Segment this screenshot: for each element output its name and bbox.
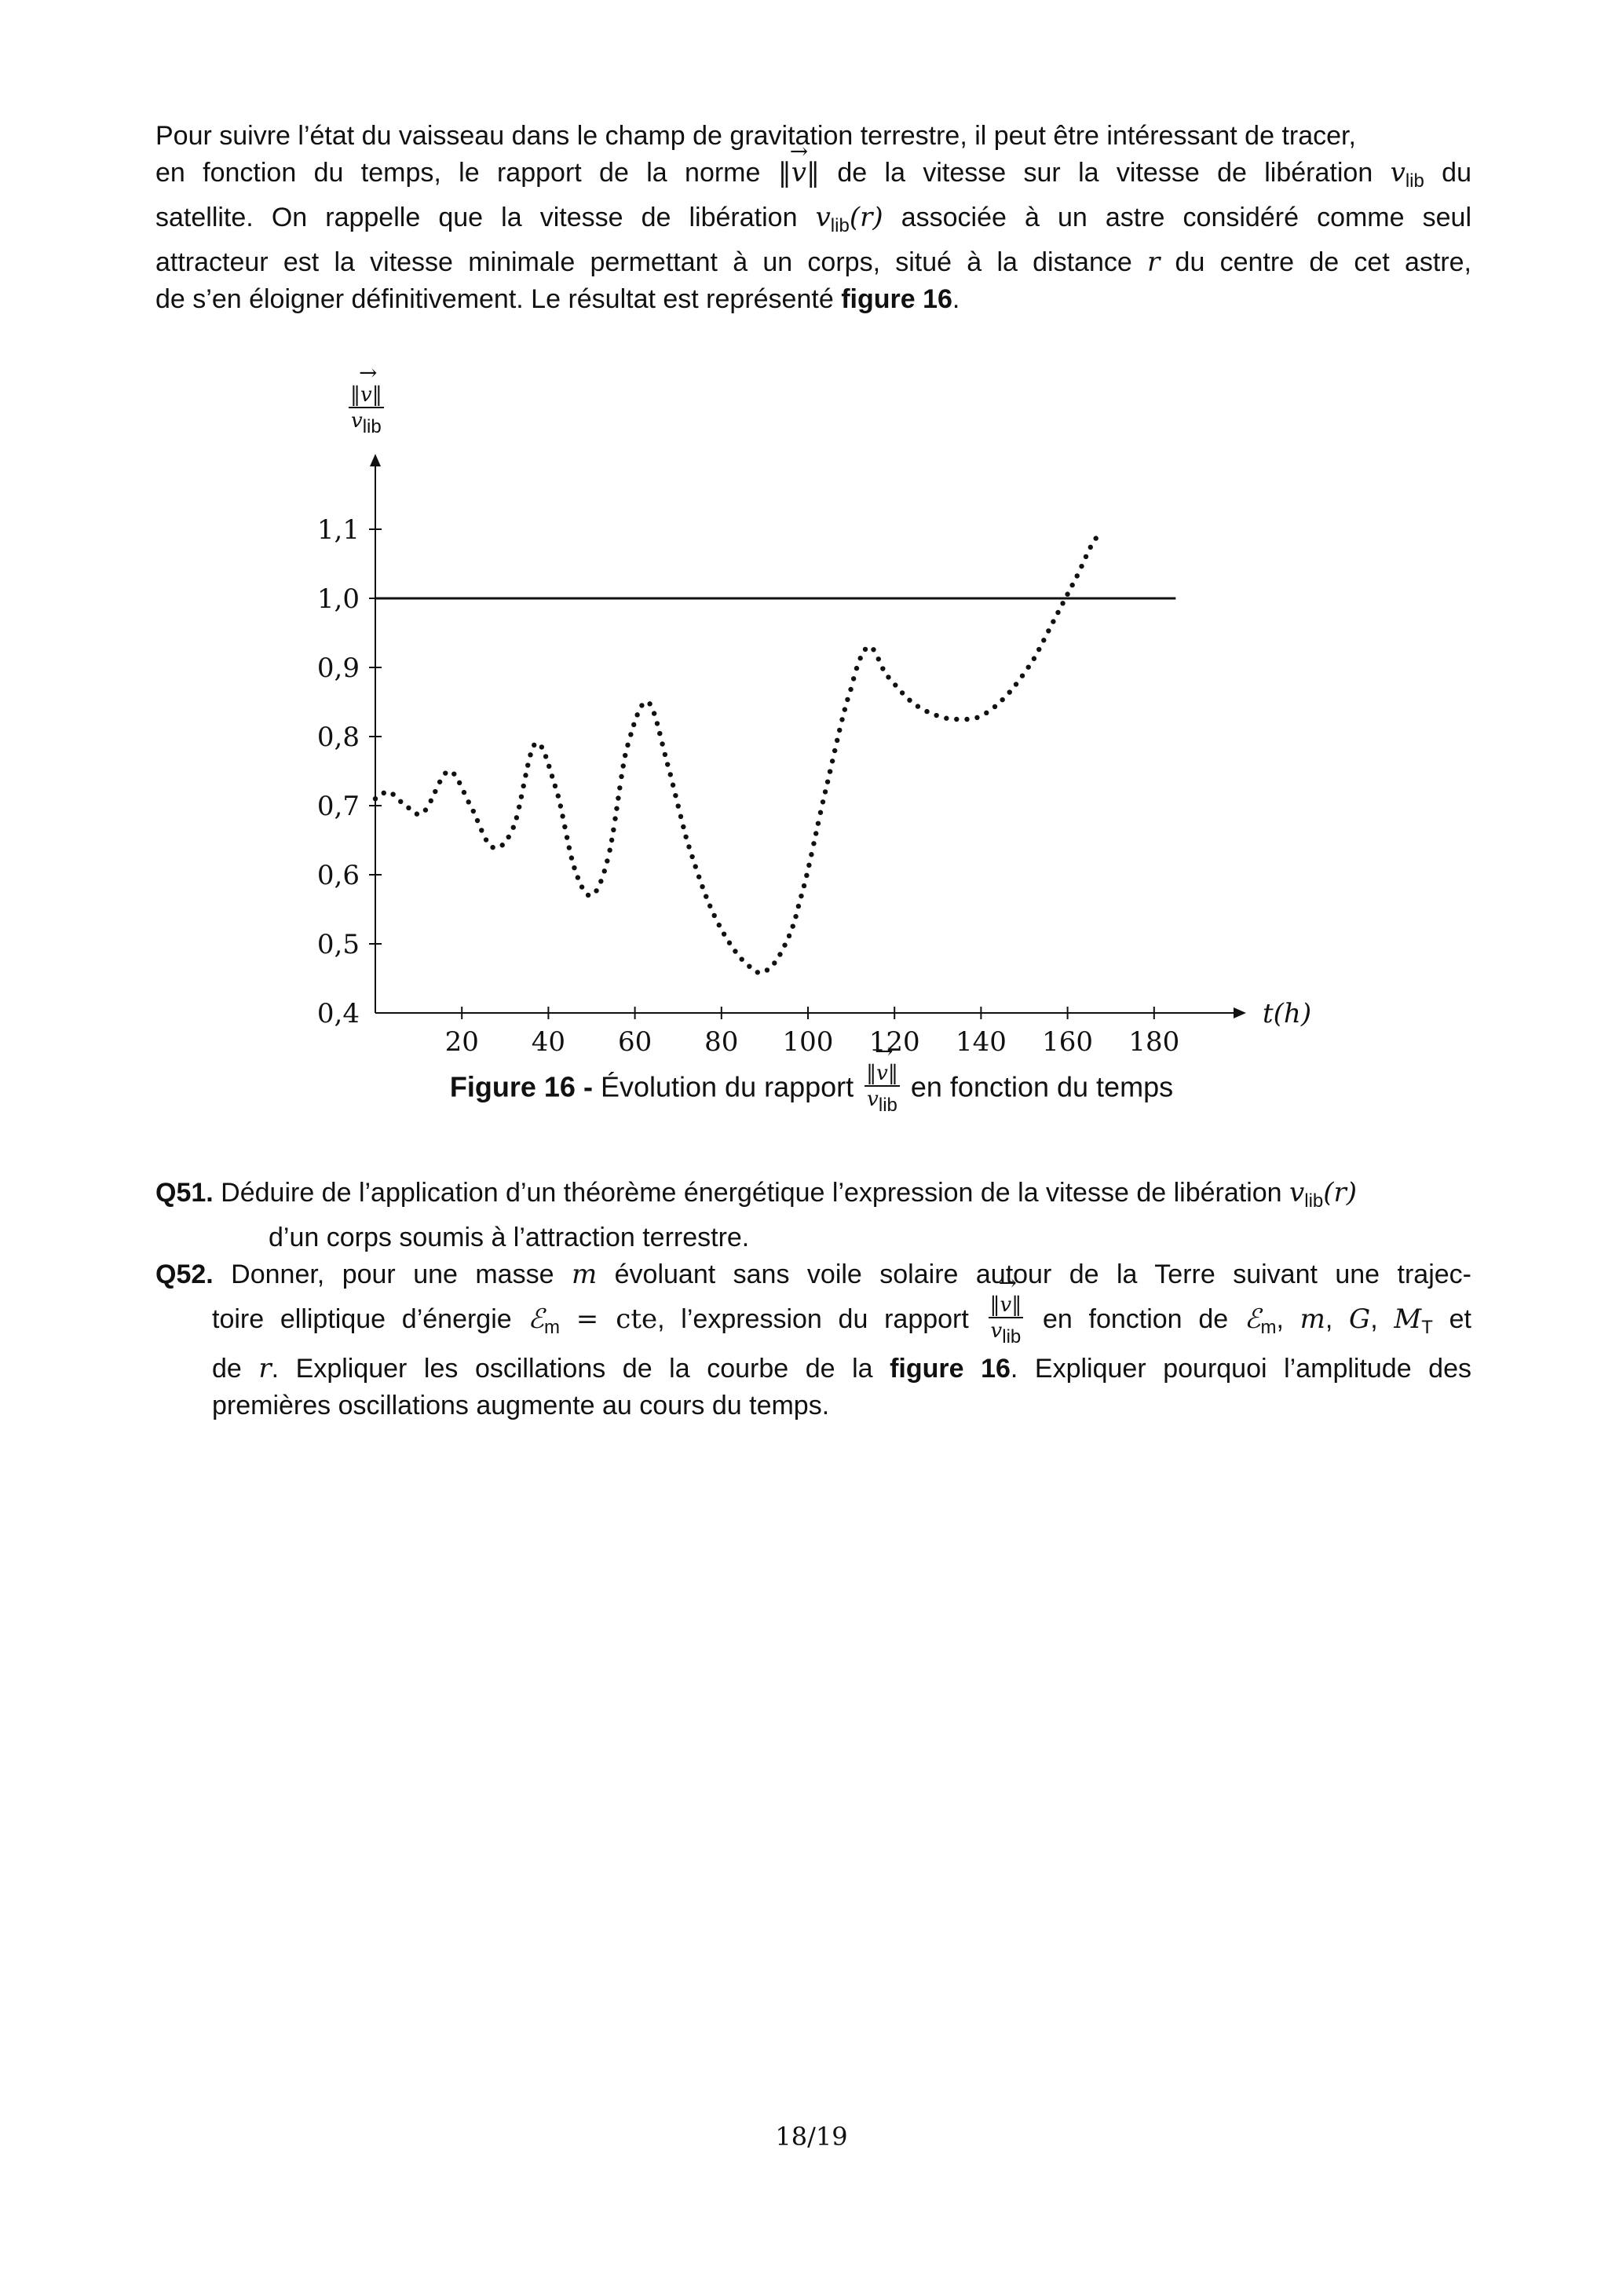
- data-point: [830, 759, 835, 763]
- intro-line-4: attracteur est la vitesse minimale permettant à un corps, situé à la distance r du centre de cet astre,: [155, 247, 1471, 278]
- data-point: [845, 697, 850, 702]
- data-point: [871, 647, 875, 652]
- data-point: [712, 913, 717, 918]
- data-point: [617, 785, 622, 790]
- x-axis-arrowhead: [1234, 1007, 1246, 1018]
- data-point: [848, 687, 853, 692]
- intro-line-5: de s’en éloigner définitivement. Le résultat est représenté figure 16.: [155, 284, 960, 314]
- x-tick-label: 140: [955, 1026, 1007, 1058]
- data-point: [519, 794, 524, 799]
- x-tick-label: 180: [1128, 1026, 1180, 1058]
- data-point: [696, 874, 701, 879]
- data-point: [479, 828, 484, 832]
- data-point: [671, 783, 675, 788]
- data-point: [1032, 656, 1036, 661]
- data-point: [1093, 536, 1098, 540]
- velocity-vector: v →: [791, 155, 806, 192]
- data-point: [835, 738, 839, 743]
- data-point: [944, 716, 949, 721]
- data-point: [500, 843, 505, 847]
- data-point: [765, 967, 769, 972]
- data-point: [900, 690, 905, 695]
- data-point: [611, 828, 616, 832]
- question-51: Q51. Déduire de l’application d’un théorème énergétique l’expression de la vitesse de libération $v_{lib}(r)$ d’un corps soumis à l’attraction terrestre.: [155, 1177, 1358, 1252]
- data-point: [755, 970, 760, 974]
- data-point: [390, 792, 395, 796]
- data-point: [621, 763, 626, 768]
- data-point: [579, 884, 584, 889]
- data-point: [562, 824, 567, 829]
- data-point: [406, 806, 411, 810]
- data-point: [704, 894, 708, 898]
- data-point: [700, 884, 704, 889]
- data-point: [1046, 628, 1051, 633]
- data-point: [739, 956, 744, 961]
- data-point: [543, 754, 548, 759]
- chart-axes: [370, 454, 1246, 1018]
- data-point: [802, 883, 806, 888]
- data-point: [1014, 682, 1018, 686]
- data-point: [683, 835, 688, 839]
- y-tick-label: 1,0: [316, 583, 360, 615]
- data-series: [373, 536, 1098, 974]
- y-axis-label: $\frac{‖v \to‖}{\text{vlib}}$: [345, 383, 387, 438]
- data-point: [828, 769, 832, 773]
- data-point: [663, 752, 667, 757]
- data-point: [717, 923, 722, 927]
- y-tick-label: 1,1: [316, 514, 360, 546]
- data-point: [813, 831, 818, 835]
- y-axis-arrowhead: [370, 454, 381, 466]
- data-point: [586, 893, 590, 898]
- data-point: [558, 803, 563, 808]
- data-point: [382, 791, 386, 795]
- data-point: [823, 789, 828, 794]
- figure-caption: Figure 16 - Évolution du rapport $\frac{‖v \to‖}{\text{vlib}}$ en fonction du temps: [0, 1062, 1623, 1117]
- data-point: [924, 709, 929, 714]
- data-point: [1079, 564, 1084, 569]
- data-point: [1007, 689, 1012, 694]
- data-point: [954, 717, 959, 722]
- data-point: [907, 697, 912, 702]
- x-tick-label: 60: [617, 1026, 652, 1058]
- data-point: [722, 931, 726, 936]
- data-point: [652, 711, 656, 715]
- data-point: [832, 748, 837, 753]
- data-point: [791, 923, 795, 928]
- intro-line-2: en fonction du temps, le rapport de la norme ‖v →‖ de la vitesse sur la vitesse de libération $v_{lib}$ du: [155, 155, 1471, 199]
- data-point: [863, 647, 868, 652]
- data-point: [437, 780, 442, 784]
- y-tick-label: 0,8: [316, 722, 360, 753]
- data-point: [560, 813, 565, 818]
- data-point: [546, 764, 551, 769]
- data-point: [567, 845, 572, 850]
- data-point: [681, 824, 685, 829]
- data-point: [605, 858, 609, 863]
- data-point: [506, 835, 511, 839]
- data-point: [614, 806, 619, 810]
- data-point: [607, 848, 612, 853]
- data-point: [443, 770, 448, 775]
- data-point: [818, 810, 823, 815]
- data-point: [857, 656, 862, 660]
- data-point: [1055, 610, 1060, 615]
- data-point: [1051, 619, 1055, 623]
- data-point: [433, 789, 437, 794]
- data-point: [565, 835, 569, 839]
- data-point: [1084, 554, 1088, 559]
- data-point: [514, 815, 519, 820]
- data-point: [625, 743, 630, 748]
- data-point: [1065, 592, 1069, 597]
- data-point: [475, 818, 480, 823]
- data-point: [523, 773, 528, 777]
- data-point: [665, 762, 670, 766]
- data-point: [451, 771, 456, 776]
- data-point: [678, 814, 683, 819]
- data-point: [974, 715, 979, 720]
- y-tick-label: 0,4: [316, 998, 360, 1029]
- data-point: [796, 904, 801, 909]
- data-point: [811, 841, 816, 846]
- data-point: [457, 781, 462, 785]
- intro-line-3: satellite. On rappelle que la vitesse de libération $v_{lib}(r)$ associée à un astre considéré comme seul: [155, 202, 1471, 236]
- data-point: [655, 721, 660, 726]
- data-point: [532, 743, 536, 748]
- data-point: [647, 701, 652, 706]
- y-tick-label: 0,7: [316, 791, 360, 822]
- data-point: [676, 803, 681, 808]
- data-point: [804, 873, 809, 878]
- data-point: [423, 807, 428, 812]
- data-point: [984, 711, 989, 715]
- data-point: [916, 704, 920, 708]
- data-point: [623, 753, 627, 758]
- data-point: [602, 868, 607, 873]
- data-point: [837, 728, 842, 733]
- data-point: [484, 837, 488, 842]
- data-point: [1060, 601, 1065, 605]
- x-tick-label: 20: [444, 1026, 479, 1058]
- data-point: [556, 793, 561, 798]
- data-point: [806, 863, 811, 868]
- data-point: [1069, 583, 1074, 587]
- data-point: [373, 796, 378, 801]
- data-point: [733, 949, 737, 953]
- data-point: [1041, 638, 1046, 642]
- data-point: [517, 804, 521, 809]
- data-point: [880, 666, 885, 671]
- data-point: [809, 852, 813, 857]
- data-point: [521, 784, 526, 788]
- data-point: [793, 914, 798, 919]
- data-point: [598, 879, 603, 883]
- y-tick-label: 0,9: [316, 653, 360, 684]
- figure-16-chart: [298, 369, 1335, 1060]
- data-point: [825, 779, 830, 784]
- y-tick-label: 0,6: [316, 860, 360, 891]
- data-point: [569, 855, 574, 860]
- data-point: [747, 963, 751, 968]
- data-point: [657, 731, 662, 736]
- data-point: [528, 752, 532, 757]
- data-point: [576, 875, 580, 879]
- data-point: [1036, 647, 1041, 652]
- data-point: [668, 772, 673, 777]
- data-point: [934, 713, 938, 718]
- data-point: [462, 790, 466, 795]
- question-52: Q52. Donner, pour une masse m évoluant sans voile solaire autour de la Terre suivant une trajec- toire elliptique d’énergie ℰ$_m$ = cte, l’expression du rapport $\frac{‖v \to‖}{\text{vlib}}$ en fonction de ℰ$_m$, m, G, $M_T$ et de r. Expliquer les oscillations de la courbe de la figure 16. Expliquer pourquoi l’amplitude des premières oscillations augmente au cours du temps.: [155, 1256, 1471, 1424]
- data-point: [787, 934, 791, 938]
- data-point: [851, 676, 856, 681]
- x-axis-label: t(h): [1263, 998, 1312, 1029]
- x-tick-label: 80: [704, 1026, 739, 1058]
- data-point: [550, 773, 554, 778]
- data-point: [466, 799, 471, 804]
- data-point: [782, 942, 787, 947]
- data-point: [777, 952, 782, 956]
- data-point: [843, 707, 847, 711]
- data-point: [631, 722, 636, 727]
- data-point: [893, 682, 897, 687]
- data-point: [572, 865, 576, 870]
- data-point: [398, 799, 403, 804]
- data-point: [839, 717, 844, 722]
- data-point: [1088, 545, 1093, 550]
- data-point: [964, 717, 969, 722]
- data-point: [511, 825, 516, 830]
- data-point: [707, 904, 712, 909]
- data-point: [415, 811, 419, 816]
- x-ticks: [445, 1007, 1180, 1058]
- data-point: [686, 844, 691, 849]
- data-point: [886, 675, 890, 679]
- data-point: [471, 809, 476, 813]
- data-point: [639, 703, 644, 707]
- data-point: [609, 838, 614, 843]
- x-tick-label: 40: [531, 1026, 566, 1058]
- data-point: [616, 795, 620, 800]
- data-point: [539, 744, 544, 749]
- data-point: [727, 941, 732, 945]
- y-tick-label: 0,5: [316, 929, 360, 960]
- data-point: [594, 888, 598, 893]
- data-point: [612, 816, 617, 821]
- data-point: [876, 656, 881, 661]
- data-point: [619, 774, 623, 779]
- data-point: [490, 845, 495, 850]
- data-point: [854, 666, 859, 671]
- data-point: [1075, 573, 1080, 578]
- data-point: [1020, 673, 1025, 678]
- page-number: 18/19: [775, 2122, 848, 2152]
- data-point: [525, 762, 530, 767]
- data-point: [660, 741, 664, 746]
- data-point: [1026, 664, 1031, 669]
- intro-line-1: Pour suivre l’état du vaisseau dans le champ de gravitation terrestre, il peut être intéressant de tracer,: [155, 121, 1356, 151]
- data-point: [689, 854, 694, 859]
- x-tick-label: 100: [782, 1026, 834, 1058]
- data-point: [634, 712, 639, 717]
- data-point: [673, 793, 678, 798]
- data-point: [816, 821, 821, 825]
- data-point: [1000, 697, 1004, 702]
- data-point: [821, 799, 825, 804]
- data-point: [992, 704, 997, 709]
- x-tick-label: 160: [1042, 1026, 1094, 1058]
- data-point: [553, 784, 557, 788]
- y-ticks: [317, 514, 382, 1029]
- x-tick-label: 120: [868, 1026, 920, 1058]
- data-point: [772, 960, 777, 965]
- intro-paragraph: [155, 118, 1471, 318]
- data-point: [429, 799, 433, 803]
- data-point: [799, 894, 803, 898]
- data-point: [693, 864, 698, 868]
- data-point: [628, 732, 633, 737]
